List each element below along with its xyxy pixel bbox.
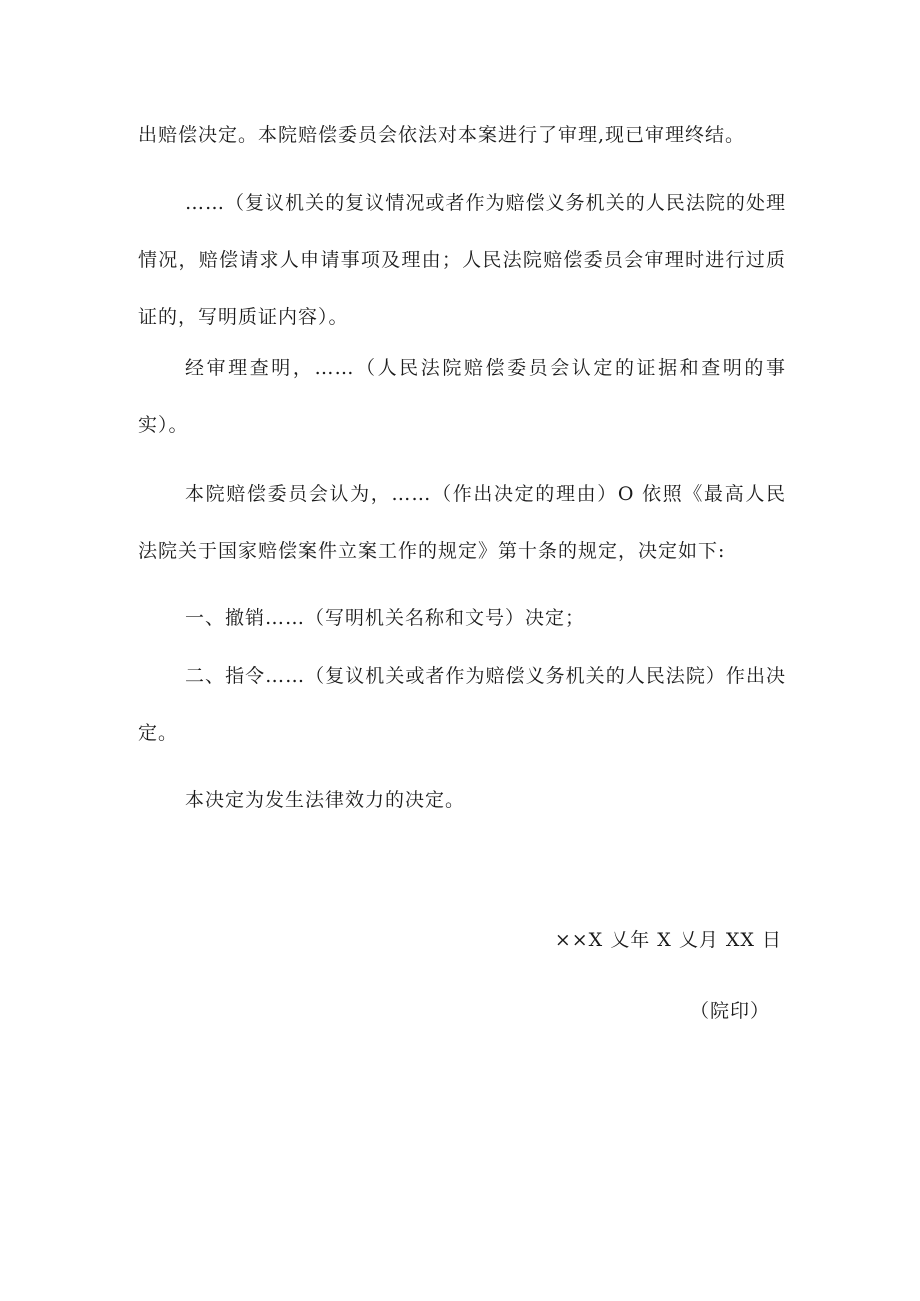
decision-item-1: 一、撤销……（写明机关名称和文号）决定； bbox=[185, 607, 586, 629]
date-line: ××X 乂年 X 乂月 XX 日 bbox=[554, 929, 782, 951]
decision-item-2: 二、指令……（复议机关或者作为赔偿义务机关的人民法院）作出决定。 bbox=[138, 665, 786, 744]
court-seal-note: （院印） bbox=[689, 1000, 770, 1022]
paragraph-findings: 经审理查明，……（人民法院赔偿委员会认定的证据和查明的事实）。 bbox=[138, 357, 786, 436]
paragraph-legal-effect: 本决定为发生法律效力的决定。 bbox=[185, 789, 466, 811]
paragraph-review-circumstances: ……（复议机关的复议情况或者作为赔偿义务机关的人民法院的处理情况，赔偿请求人申请事项及理由；人民法院赔偿委员会审理时进行过质证的，写明质证内容）。 bbox=[138, 192, 786, 328]
paragraph-reasoning: 本院赔偿委员会认为，……（作出决定的理由）O 依照《最高人民法院关于国家赔偿案件立案工作的规定》第十条的规定，决定如下: bbox=[138, 483, 786, 562]
paragraph-continuation: 出赔偿决定。本院赔偿委员会依法对本案进行了审理,现已审理终结。 bbox=[138, 124, 746, 146]
